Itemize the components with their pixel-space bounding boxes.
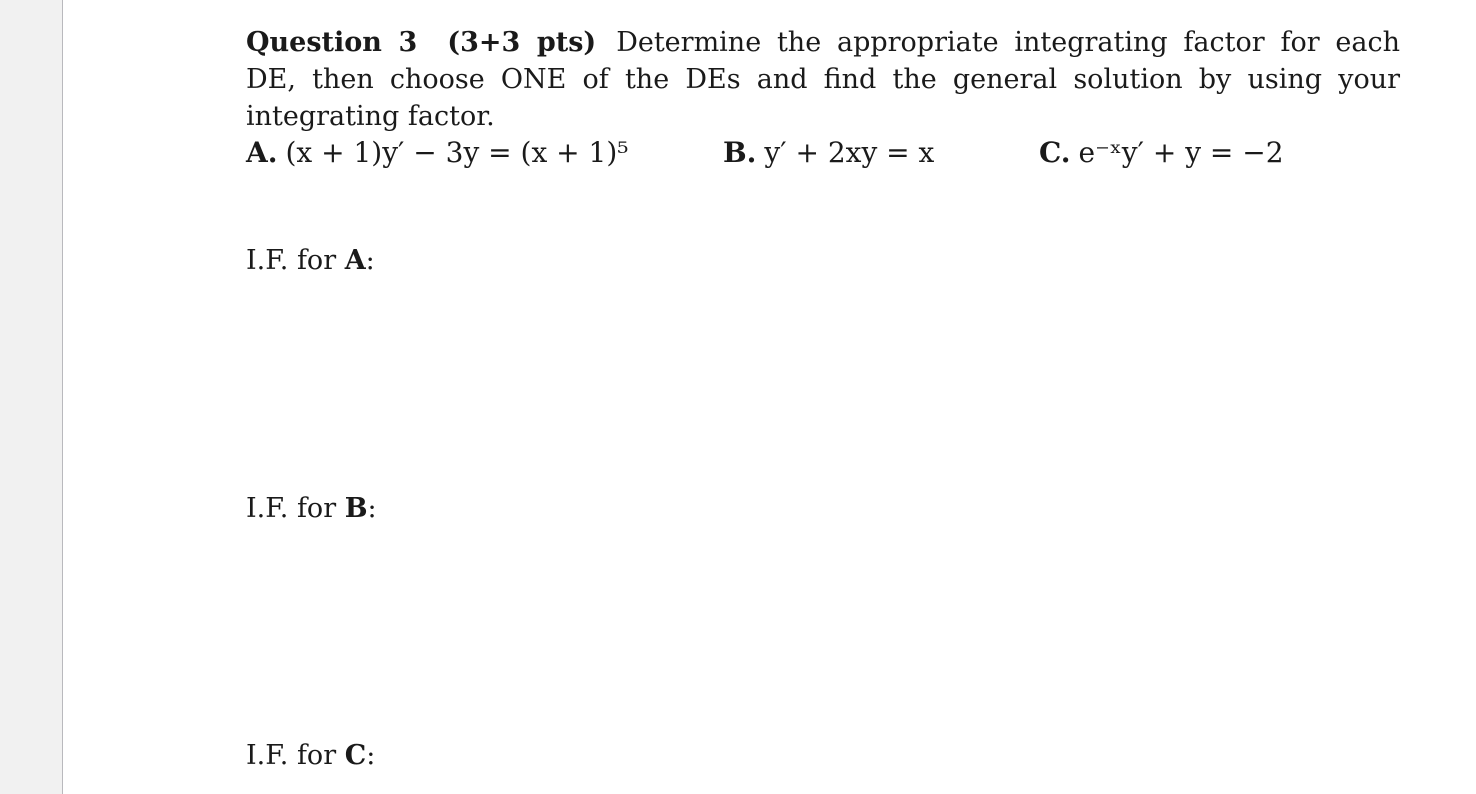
problem-b-letter: B. [723,136,757,169]
problem-c-equation: e⁻ˣy′ + y = −2 [1078,136,1284,169]
if-b-suffix: : [367,493,377,524]
question-points: (3+3 pts) [447,27,597,58]
problem-b [723,134,934,171]
problem-a [246,134,628,171]
question-text: Determine the appropriate integrating factor for each DE, then choose ONE of the DEs and find the general solution by using your integrating factor. [246,27,1400,132]
problem-c [1039,134,1284,171]
if-c-prefix: I.F. for [246,740,345,771]
question-title: Question 3 [246,27,418,58]
if-c-suffix: : [366,740,376,771]
if-c-letter: C [344,740,367,771]
problem-a-letter: A. [246,136,278,169]
problem-c-letter: C. [1039,136,1071,169]
if-b-letter: B [344,493,368,524]
question-prompt [246,24,1400,135]
if-a-letter: A [344,245,366,276]
if-a-prefix: I.F. for [246,245,345,276]
problem-b-equation: y′ + 2xy = x [764,136,935,169]
problem-a-equation: (x + 1)y′ − 3y = (x + 1)⁵ [285,136,629,169]
if-b-prefix: I.F. for [246,493,345,524]
integrating-factor-label-c [246,737,375,774]
integrating-factor-label-a [246,242,375,279]
left-margin-gutter [0,0,63,794]
integrating-factor-label-b [246,490,377,527]
if-a-suffix: : [365,245,375,276]
